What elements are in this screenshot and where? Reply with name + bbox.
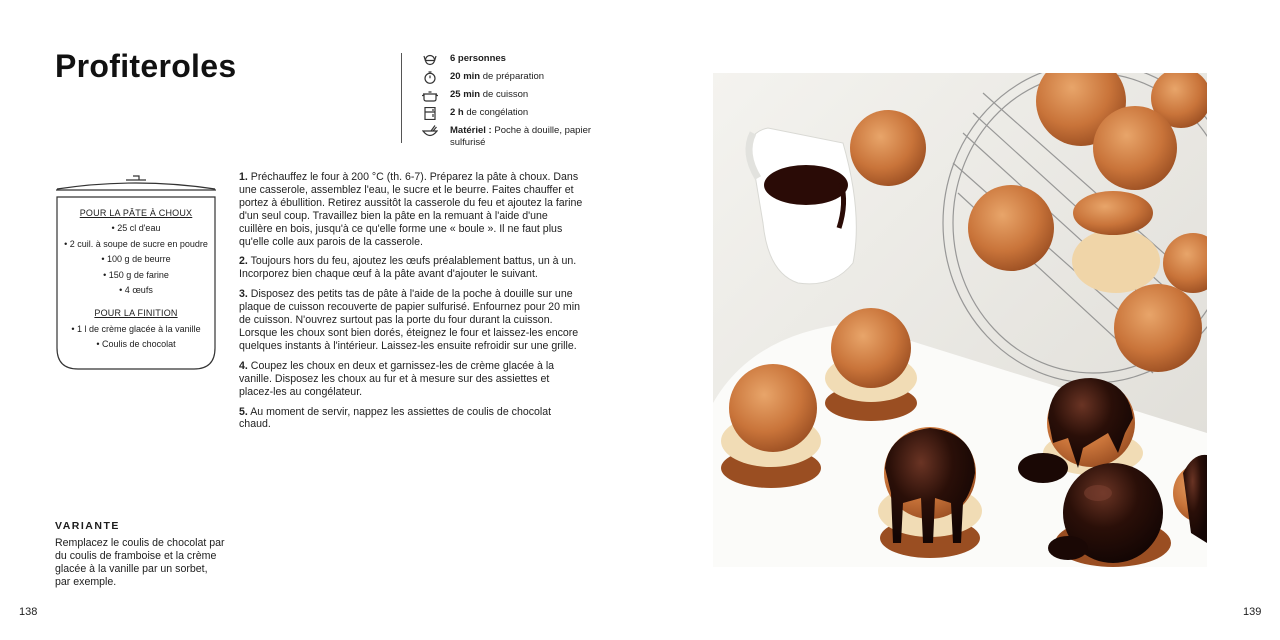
- recipe-title: Profiteroles: [55, 48, 237, 84]
- step-text: Toujours hors du feu, ajoutez les œufs préalablement battus, un à un. Incorporez bien chaque œuf à la pâte avant d'ajouter le suivant.: [239, 255, 577, 281]
- ingredient-item: • 100 g de beurre: [101, 254, 171, 265]
- step-number: 5.: [239, 405, 248, 418]
- profiteroles-photo: [713, 73, 1207, 567]
- equipment-label: Matériel :: [450, 125, 492, 136]
- cook-time-value: 25 min: [450, 89, 481, 100]
- pot-icon: [422, 89, 438, 102]
- step-text: Préchauffez le four à 200 °C (th. 6-7). Préparez la pâte à choux. Dans une casserole, assemblez l'eau, le sucre et le beurre. Faites chauffer et portez à ébullition. Retirez aussitôt la casserole du feu et ajoutez la farine d'un seul coup. Travaillez bien la pâte en la remuant à l'aide d'une cuillère en bois, jusqu'à ce qu'elle forme une « boule ». Il ne faut plus qu'elle colle aux parois de la casserole.: [239, 171, 583, 248]
- variant-heading: VARIANTE: [55, 520, 120, 532]
- ingredient-item: • Coulis de chocolat: [96, 339, 176, 350]
- equipment-value: Poche à douille, papier sulfurisé: [450, 125, 592, 148]
- step-number: 3.: [239, 288, 248, 301]
- freeze-time-row: [422, 107, 601, 120]
- step-number: 1.: [239, 171, 248, 183]
- step-text: Disposez des petits tas de pâte à l'aide de la poche à douille sur une plaque de cuisson recouverte de papier sulfurisé. Enfournez pour 20 min de cuisson. N'ouvrez surtout pas la porte du four durant la cuisson. Lorsque les choux sont bien dorés, éteignez le four et laissez-les encore quelques instants à l'intérieur. Laissez-les ensuite refroidir sur une grille.: [239, 288, 580, 352]
- freezer-icon: [422, 107, 438, 120]
- cook-time-row: [422, 89, 601, 102]
- prep-time-row: [422, 71, 601, 84]
- prep-time-value: 20 min: [450, 71, 481, 82]
- step-item: [239, 288, 584, 353]
- page-number-right: 139: [1243, 606, 1262, 618]
- step-text: Au moment de servir, nappez les assiettes de coulis de chocolat chaud.: [239, 405, 552, 431]
- servings-row: [422, 53, 601, 66]
- step-number: 2.: [239, 255, 248, 268]
- variant-text: Remplacez le coulis de chocolat par du coulis de framboise et la crème glacée à la vanille par un sorbet, par exemple.: [55, 537, 225, 588]
- whisk-bowl-icon: [422, 125, 438, 138]
- finishing-heading: POUR LA FINITION: [94, 308, 178, 319]
- servings-value: 6 personnes: [450, 53, 506, 64]
- ingredient-item: • 2 cuil. à soupe de sucre en poudre: [64, 238, 208, 249]
- recipe-meta: [401, 53, 601, 148]
- ingredient-item: • 4 œufs: [119, 285, 153, 296]
- dough-heading: POUR LA PÂTE À CHOUX: [79, 208, 193, 218]
- prep-time-label: de préparation: [480, 71, 545, 82]
- step-item: [239, 360, 584, 399]
- ingredients-list: [56, 206, 216, 353]
- recipe-steps: [239, 171, 584, 438]
- freeze-time-value: 2 h: [450, 107, 464, 118]
- profiteroles-illustration: [713, 73, 1207, 567]
- ingredient-item: • 150 g de farine: [103, 269, 169, 280]
- people-icon: [422, 53, 438, 66]
- page-number-left: 138: [19, 606, 38, 618]
- ingredient-item: • 25 cl d'eau: [111, 223, 161, 234]
- freeze-time-label: de congélation: [463, 107, 529, 118]
- step-item: [239, 406, 584, 432]
- step-text: Coupez les choux en deux et garnissez-les de crème glacée à la vanille. Disposez les choux au fur et à mesure sur des assiettes et placez-les au congélateur.: [239, 359, 555, 398]
- step-item: [239, 171, 584, 248]
- timer-icon: [422, 71, 438, 84]
- step-number: 4.: [239, 359, 248, 372]
- ingredient-item: • 1 l de crème glacée à la vanille: [71, 323, 201, 334]
- cook-time-label: de cuisson: [480, 89, 529, 100]
- equipment-row: [422, 125, 601, 149]
- step-item: [239, 255, 584, 281]
- ingredients-pot: [54, 173, 218, 371]
